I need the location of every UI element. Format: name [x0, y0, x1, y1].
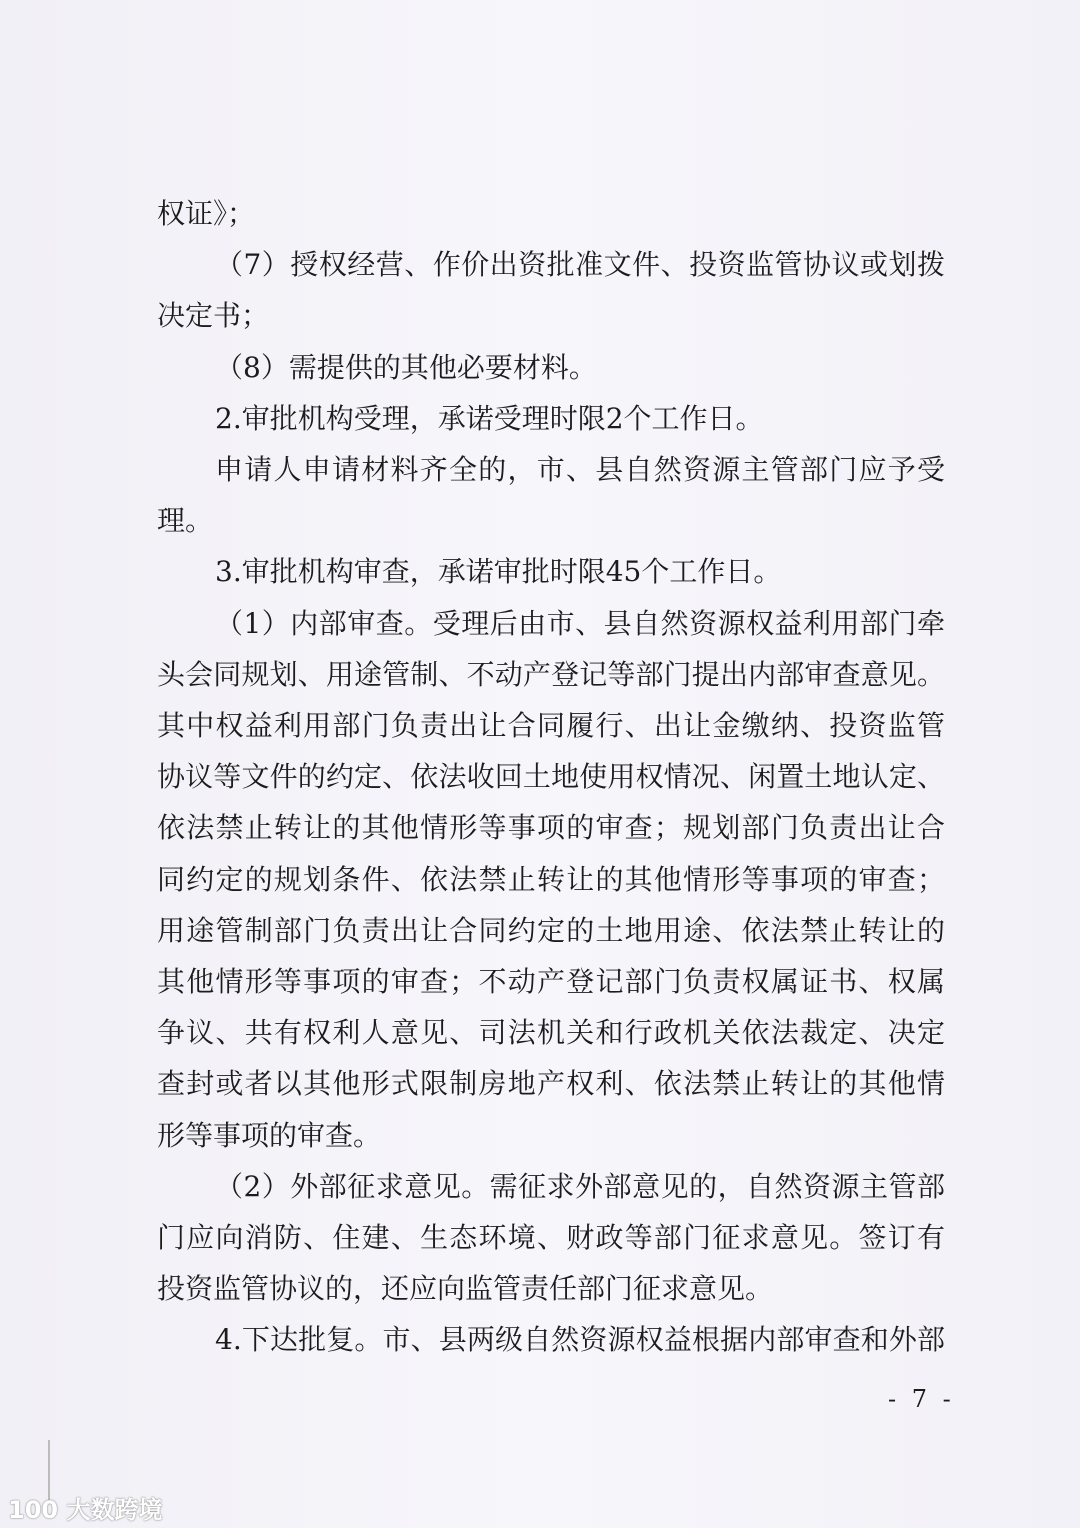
text-line: 其他情形等事项的审查；不动产登记部门负责权属证书、权属	[157, 965, 945, 998]
text-line: 决定书；	[157, 299, 270, 333]
text-line: 依法禁止转让的其他情形等事项的审查；规划部门负责出让合	[157, 811, 945, 845]
text-line: 同约定的规划条件、依法禁止转让的其他情形等事项的审查；	[157, 862, 945, 896]
text-line: （1）内部审查。受理后由市、县自然资源权益利用部门牵	[215, 606, 945, 640]
text-line: 其中权益利用部门负责出让合同履行、出让金缴纳、投资监管	[157, 709, 945, 742]
text-line: 用途管制部门负责出让合同约定的土地用途、依法禁止转让的	[157, 913, 945, 947]
watermark-logo: 100 大数跨境	[8, 1496, 163, 1524]
text-line: 争议、共有权利人意见、司法机关和行政机关依法裁定、决定	[157, 1016, 945, 1050]
text-line: （2）外部征求意见。需征求外部意见的，自然资源主管部	[215, 1169, 945, 1203]
text-line: 权证》；	[157, 197, 256, 230]
text-line: 投资监管协议的，还应向监管责任部门征求意见。	[157, 1272, 774, 1306]
text-line: （8）需提供的其他必要材料。	[215, 350, 597, 384]
text-line: 形等事项的审查。	[157, 1118, 382, 1152]
text-line: 4.下达批复。市、县两级自然资源权益根据内部审查和外部	[215, 1323, 945, 1357]
text-line: （7）授权经营、作价出资批准文件、投资监管协议或划拨	[215, 248, 945, 282]
text-line: 理。	[157, 504, 214, 538]
text-line: 2.审批机构受理，承诺受理时限2个工作日。	[215, 401, 764, 435]
page-number: - 7 -	[888, 1385, 955, 1413]
text-line: 申请人申请材料齐全的，市、县自然资源主管部门应予受	[215, 453, 945, 486]
text-line: 3.审批机构审查，承诺审批时限45个工作日。	[215, 555, 782, 589]
text-line: 查封或者以其他形式限制房地产权利、依法禁止转让的其他情	[157, 1067, 945, 1101]
text-line: 门应向消防、住建、生态环境、财政等部门征求意见。签订有	[157, 1221, 945, 1254]
text-line: 头会同规划、用途管制、不动产登记等部门提出内部审查意见。	[157, 657, 945, 691]
text-line: 协议等文件的约定、依法收回土地使用权情况、闲置土地认定、	[157, 760, 945, 794]
